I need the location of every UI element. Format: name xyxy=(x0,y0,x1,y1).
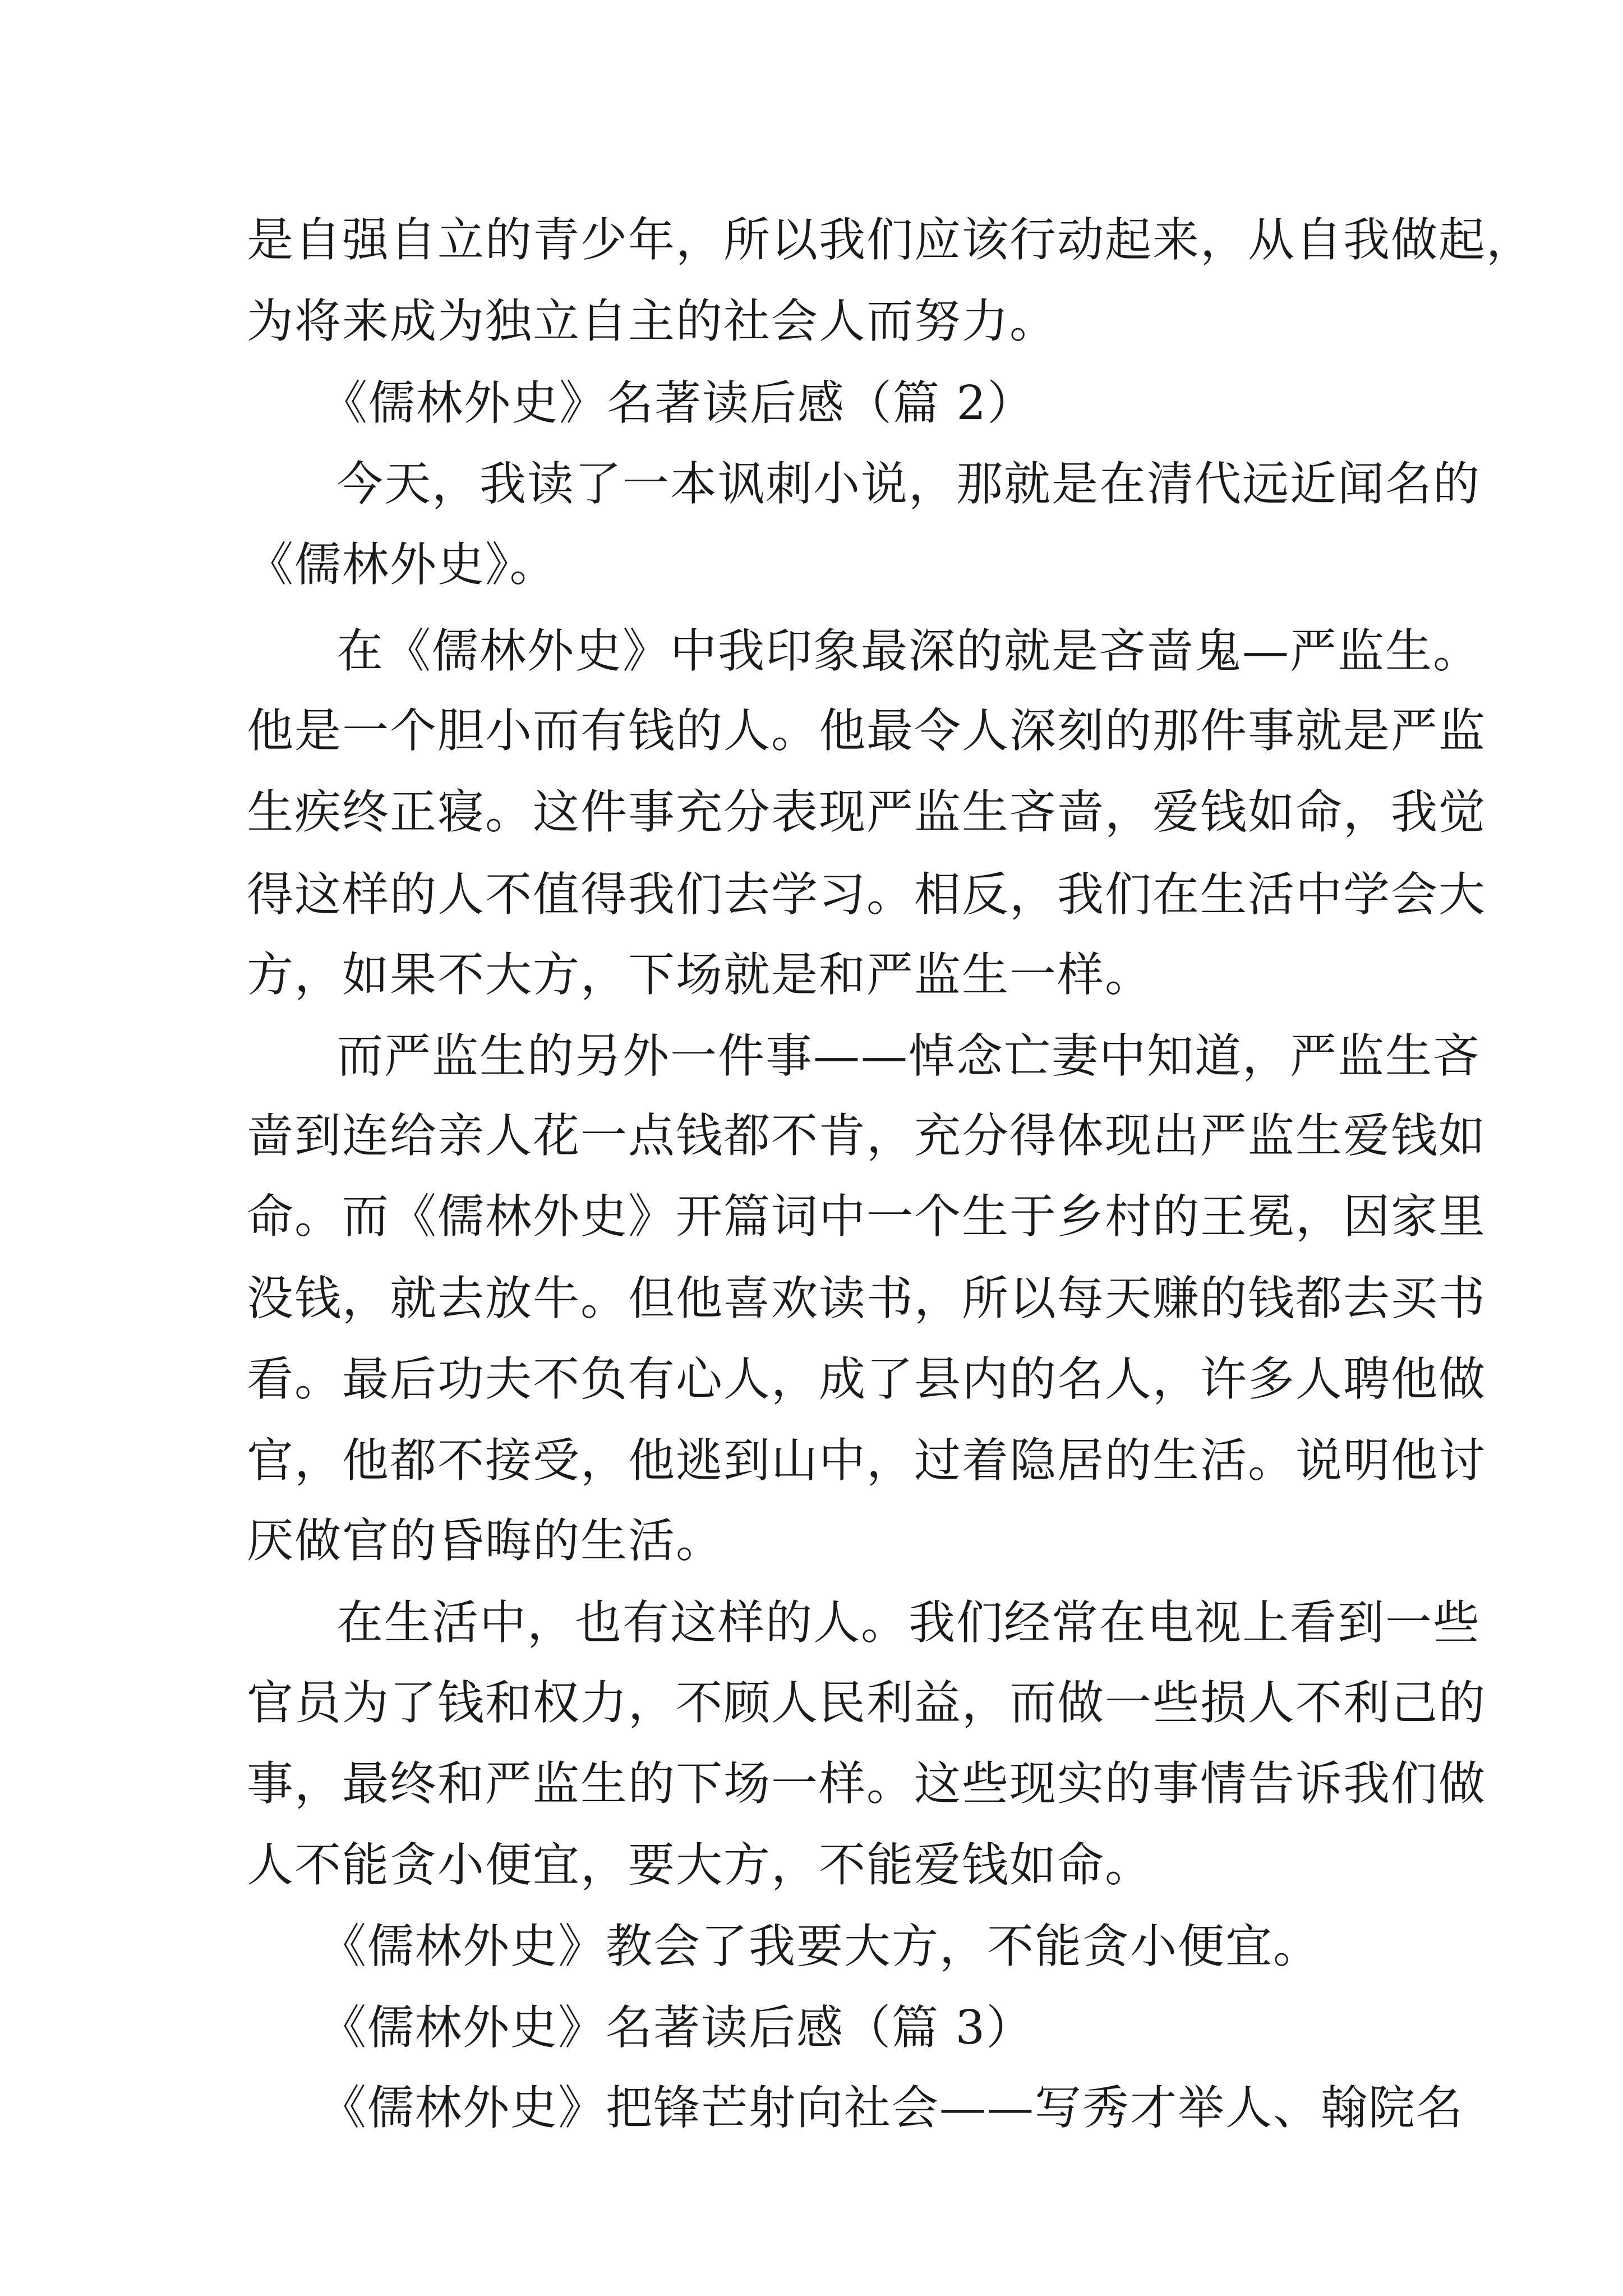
text-line: 得这样的人不值得我们去学习。相反，我们在生活中学会大 xyxy=(247,867,1486,922)
text-line: 方，如果不大方，下场就是和严监生一样。 xyxy=(247,947,1152,1002)
text-line: 《儒林外史》教会了我要大方，不能贪小便宜。 xyxy=(320,1919,1321,1973)
text-line: 他是一个胆小而有钱的人。他最令人深刻的那件事就是严监 xyxy=(247,703,1486,758)
text-line: 今天，我读了一本讽刺小说，那就是在清代远近闻名的 xyxy=(336,457,1481,511)
text-line: 啬到连给亲人花一点钱都不肯，充分得体现出严监生爱钱如 xyxy=(247,1108,1486,1163)
text-line: 事，最终和严监生的下场一样。这些现实的事情告诉我们做 xyxy=(247,1756,1486,1811)
text-line: 厌做官的昏晦的生活。 xyxy=(247,1513,723,1568)
text-line: 生疾终正寝。这件事充分表现严监生吝啬，爱钱如命，我觉 xyxy=(247,785,1486,839)
section-heading: 《儒林外史》名著读后感（篇 3） xyxy=(320,2000,1034,2055)
text-line: 人不能贪小便宜，要大方，不能爱钱如命。 xyxy=(247,1838,1152,1892)
text-line: 《儒林外史》。 xyxy=(247,537,557,592)
text-line: 是自强自立的青少年，所以我们应该行动起来，从自我做起， xyxy=(247,213,1534,267)
text-line: 《儒林外史》把锋芒射向社会——写秀才举人、翰院名 xyxy=(320,2081,1464,2135)
text-line: 官，他都不接受，他逃到山中，过着隐居的生活。说明他讨 xyxy=(247,1433,1486,1488)
text-line: 而严监生的另外一件事——悼念亡妻中知道，严监生吝 xyxy=(336,1029,1481,1083)
text-line: 命。而《儒林外史》开篇词中一个生于乡村的王冕，因家里 xyxy=(247,1189,1486,1244)
text-line: 没钱，就去放牛。但他喜欢读书，所以每天赚的钱都去买书 xyxy=(247,1271,1486,1326)
text-line: 在生活中，也有这样的人。我们经常在电视上看到一些 xyxy=(336,1595,1481,1650)
section-heading: 《儒林外史》名著读后感（篇 2） xyxy=(321,376,1035,430)
text-line: 官员为了钱和权力，不顾人民利益，而做一些损人不利己的 xyxy=(247,1676,1486,1730)
text-line: 看。最后功夫不负有心人，成了县内的名人，许多人聘他做 xyxy=(247,1352,1486,1406)
text-line: 为将来成为独立自主的社会人而努力。 xyxy=(247,294,1057,348)
text-line: 在《儒林外史》中我印象最深的就是吝啬鬼—严监生。 xyxy=(336,624,1481,678)
